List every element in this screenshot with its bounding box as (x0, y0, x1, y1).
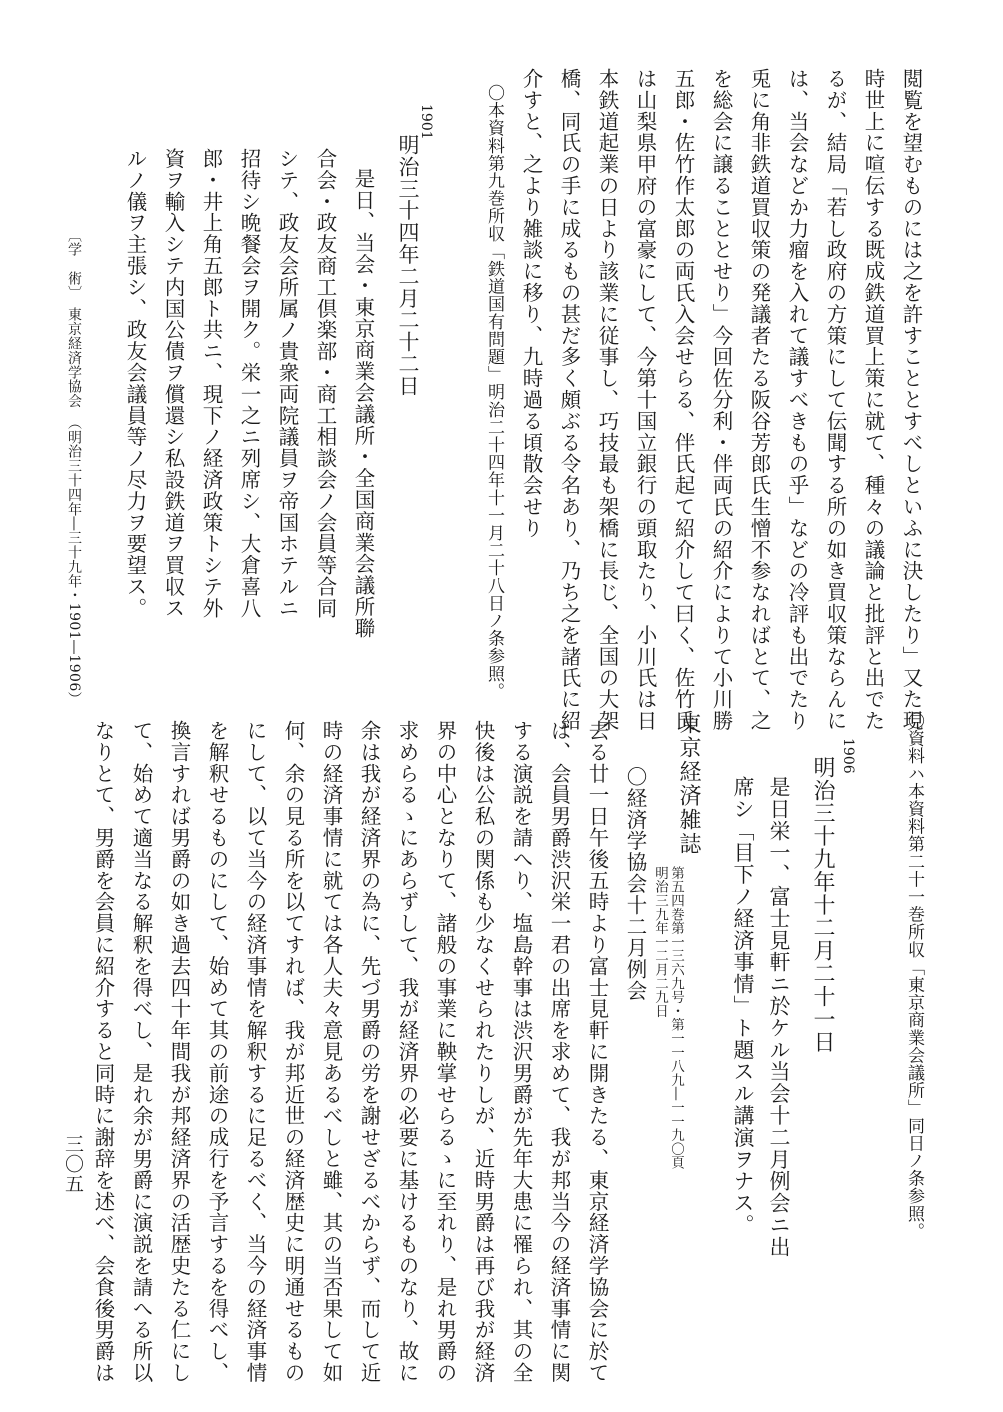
entry-body-line: ルノ儀ヲ主張シ、政友会議員等ノ尽力ヲ要望ス。 (123, 148, 147, 619)
article-body-line: 何、余の見る所を以てすれば、我が邦近世の経済歴史に明通せるもの (281, 720, 305, 1384)
entry-body-line: 資ヲ輸入シテ内国公債ヲ償還シ私設鉄道ヲ買収ス (161, 148, 185, 619)
upper-paragraph-line: 本鉄道起業の日より該業に従事し、巧技最も架橋に長じ、全国の大架 (595, 68, 619, 732)
reference-note: 〇本資料第九巻所収「鉄道国有問題」明治二十四年十一月二十八日ノ条参照。 (484, 84, 504, 700)
upper-paragraph-line: 介すと、之より雑談に移り、九時過る頃散会せり (519, 68, 543, 539)
upper-paragraph-line: は、当会などか力瘤を入れて議すべきもの乎」などの冷評も出でたり (785, 68, 809, 732)
upper-paragraph-line: るが、結局「若し政府の方策にして伝聞する所の如き買収策ならんに (823, 68, 847, 732)
entry-body-line: 合会・政友商工倶楽部・商工相談会ノ会員等合同 (313, 148, 337, 619)
page-number: 三〇五 (62, 1134, 84, 1194)
year-label: 1901 (418, 104, 434, 140)
article-body-line: 換言すれば男爵の如き過去四十年間我が邦経済界の活歴史たる仁にし (167, 720, 191, 1384)
upper-paragraph-line: 五郎・佐竹作太郎の両氏入会せらる、伴氏起て紹介して曰く、佐竹氏 (671, 68, 695, 732)
upper-paragraph-line: 時世上に喧伝する既成鉄道買上策に就て、種々の議論と批評と出でた (861, 68, 885, 732)
article-body-line: て、始めて適当なる解釈を得べし、是れ余が男爵に演説を請へる所以 (129, 720, 153, 1384)
source-title: 東京経済雑誌 (676, 712, 701, 856)
upper-paragraph-line: 橋、同氏の手に成るもの甚だ多く頗ぶる令名あり、乃ち之を諸氏に紹 (557, 68, 581, 732)
entry-body-line: 郎・井上角五郎ト共ニ、現下ノ経済政策トシテ外 (199, 148, 223, 619)
entry-date: 明治三十九年十二月二十一日 (810, 756, 835, 1054)
entry-body-line: 席シ「目下ノ経済事情」ト題スル講演ヲナス。 (731, 776, 755, 1236)
article-body-line: する演説を請へり、塩島幹事は渋沢男爵が先年大患に罹られ、其の全 (509, 720, 533, 1384)
running-header: 〔学 術〕 東京経済学協会 （明治三十四年―三十九年・1901―1906） (66, 228, 82, 707)
source-date: 明治三九年一二月二九日 (652, 866, 668, 1018)
article-body-line: 余は我が経済界の為に、先づ男爵の労を謝せざるべからず、而して近 (357, 720, 381, 1384)
entry-body-line: 招待シ晩餐会ヲ開ク。栄一之ニ列席シ、大倉喜八 (237, 148, 261, 619)
article-body-line: 快後は公私の関係も少なくせられたりしが、近時男爵は再び我が経済 (471, 720, 495, 1384)
entry-date: 明治三十四年二月二十二日 (396, 134, 420, 397)
article-body-line: にして、以て当今の経済事情を解釈するに足るべく、当今の経済事情 (243, 720, 267, 1384)
entry-body-line: 是日、当会・東京商業会議所・全国商業会議所聯 (351, 168, 375, 639)
year-label: 1906 (840, 738, 856, 774)
entry-body-line: シテ、政友会所属ノ貴衆両院議員ヲ帝国ホテルニ (275, 148, 299, 619)
upper-paragraph-line: 閲覧を望むものには之を許すこととすべしといふに決したり」又た現 (899, 68, 923, 732)
article-body-line: は、会員男爵渋沢栄一君の出席を求めて、我が邦当今の経済事情に関 (547, 720, 571, 1384)
article-body-line: 界の中心となりて、諸般の事業に鞅掌せらるゝに至れり、是れ男爵の (433, 720, 457, 1384)
upper-paragraph-line: 兎に角非鉄道買収策の発議者たる阪谷芳郎氏生憎不参なればとて、之 (747, 68, 771, 732)
source-volume: 第五四巻第一三六九号・第一一八九―一一九〇頁 (668, 866, 684, 1170)
entry-body-line: 是日栄一、富士見軒ニ於ケル当会十二月例会ニ出 (767, 776, 791, 1258)
article-body-line: 去る廿一日午後五時より富士見軒に開きたる、東京経済学協会に於て (585, 720, 609, 1384)
article-body-line: なりとて、男爵を会員に紹介すると同時に謝辞を述べ、会食後男爵は (91, 720, 115, 1384)
reference-note: 〇資料ハ本資料第二十一巻所収「東京商業会議所」同日ノ条参照。 (904, 712, 924, 1240)
upper-paragraph-line: は山梨県甲府の富豪にして、今第十国立銀行の頭取たり、小川氏は日 (633, 68, 657, 732)
article-body-line: 求めらるゝにあらずして、我が経済界の必要に基けるものなり、故に (395, 720, 419, 1384)
article-body-line: を解釈せるものにして、始めて其の前途の成行を予言するを得べし、 (205, 720, 229, 1384)
article-body-line: 時の経済事情に就ては各人夫々意見あるべしと雖、其の当否果して如 (319, 720, 343, 1384)
upper-paragraph-line: を総会に譲ることとせり」今回佐分利・伴両氏の紹介によりて小川勝 (709, 68, 733, 732)
article-subheading: 〇経済学協会十二月例会 (623, 766, 647, 1002)
